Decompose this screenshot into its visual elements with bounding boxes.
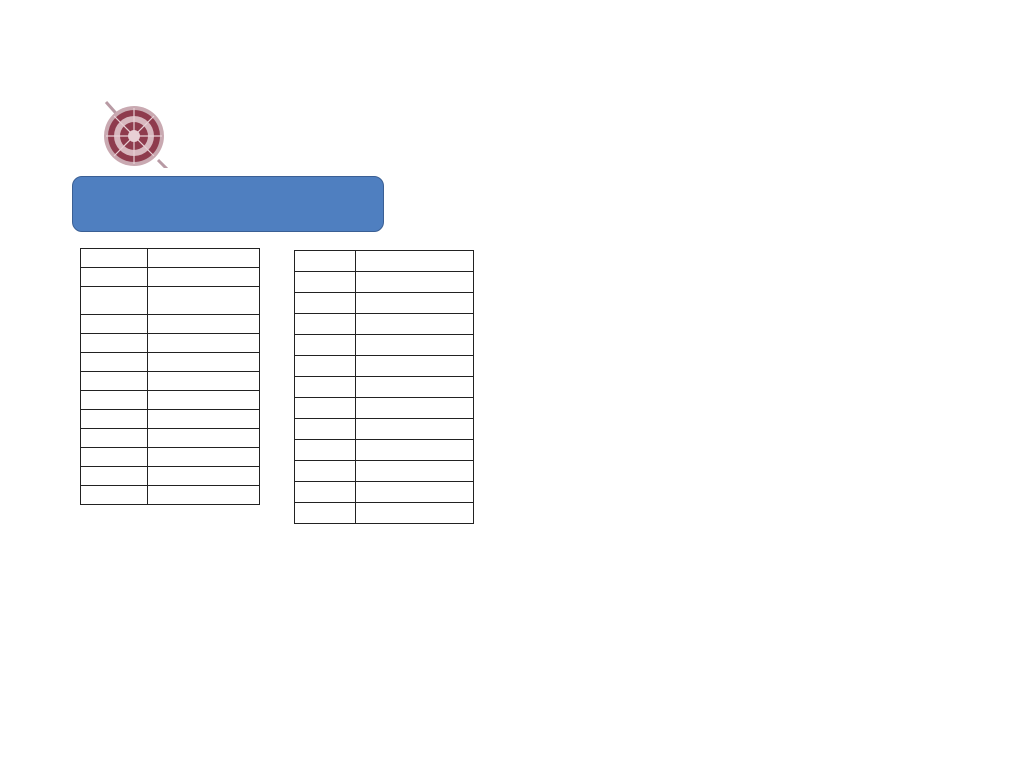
village-number xyxy=(295,335,356,356)
village-name xyxy=(148,448,260,467)
table-row xyxy=(295,482,474,503)
village-number xyxy=(81,287,148,315)
village-name xyxy=(356,503,474,524)
village-name xyxy=(148,268,260,287)
village-number xyxy=(295,398,356,419)
village-table-left xyxy=(80,248,260,505)
village-number xyxy=(81,486,148,505)
village-name xyxy=(356,482,474,503)
village-name xyxy=(356,419,474,440)
village-number xyxy=(295,482,356,503)
village-name xyxy=(356,335,474,356)
village-number xyxy=(81,410,148,429)
village-name xyxy=(356,398,474,419)
table-row xyxy=(81,287,260,315)
table-row xyxy=(295,440,474,461)
village-number xyxy=(295,272,356,293)
village-name xyxy=(356,461,474,482)
village-number xyxy=(81,353,148,372)
village-number xyxy=(81,467,148,486)
table-row xyxy=(81,268,260,287)
table-row xyxy=(295,272,474,293)
table-row xyxy=(81,467,260,486)
village-number xyxy=(81,391,148,410)
table-row xyxy=(81,429,260,448)
column-header-village-number xyxy=(295,251,356,272)
village-number xyxy=(81,372,148,391)
village-number xyxy=(295,356,356,377)
village-name xyxy=(148,372,260,391)
column-header-village-number xyxy=(81,249,148,268)
table-row xyxy=(295,503,474,524)
village-name xyxy=(148,391,260,410)
village-name xyxy=(356,272,474,293)
table-row xyxy=(81,391,260,410)
table-row xyxy=(295,461,474,482)
village-name xyxy=(148,315,260,334)
village-number xyxy=(295,461,356,482)
village-number xyxy=(81,429,148,448)
table-row xyxy=(295,293,474,314)
village-number xyxy=(295,377,356,398)
table-row xyxy=(295,398,474,419)
table-row xyxy=(81,486,260,505)
table-row xyxy=(295,419,474,440)
village-number xyxy=(81,448,148,467)
village-number xyxy=(295,440,356,461)
village-number xyxy=(295,503,356,524)
village-name xyxy=(356,377,474,398)
village-table-right xyxy=(294,250,474,524)
table-row xyxy=(81,315,260,334)
table-row xyxy=(295,314,474,335)
table-row xyxy=(81,353,260,372)
grass-border-bottom xyxy=(0,560,1024,768)
village-number xyxy=(295,419,356,440)
village-name xyxy=(356,440,474,461)
village-name xyxy=(356,314,474,335)
village-number xyxy=(295,314,356,335)
village-name xyxy=(148,467,260,486)
village-number xyxy=(295,293,356,314)
village-name xyxy=(148,486,260,505)
village-name xyxy=(356,356,474,377)
population-summary-box xyxy=(72,176,384,232)
column-header-village-name xyxy=(148,249,260,268)
seal-emblem-icon xyxy=(100,100,168,168)
table-row xyxy=(295,335,474,356)
table-row xyxy=(295,377,474,398)
table-row xyxy=(81,410,260,429)
table-row xyxy=(81,448,260,467)
village-number xyxy=(81,334,148,353)
village-name xyxy=(148,287,260,315)
table-row xyxy=(81,372,260,391)
table-row xyxy=(295,356,474,377)
village-number xyxy=(81,268,148,287)
village-name xyxy=(356,293,474,314)
village-name xyxy=(148,334,260,353)
column-header-village-name xyxy=(356,251,474,272)
village-number xyxy=(81,315,148,334)
village-name xyxy=(148,353,260,372)
village-name xyxy=(148,429,260,448)
table-row xyxy=(81,334,260,353)
village-name xyxy=(148,410,260,429)
